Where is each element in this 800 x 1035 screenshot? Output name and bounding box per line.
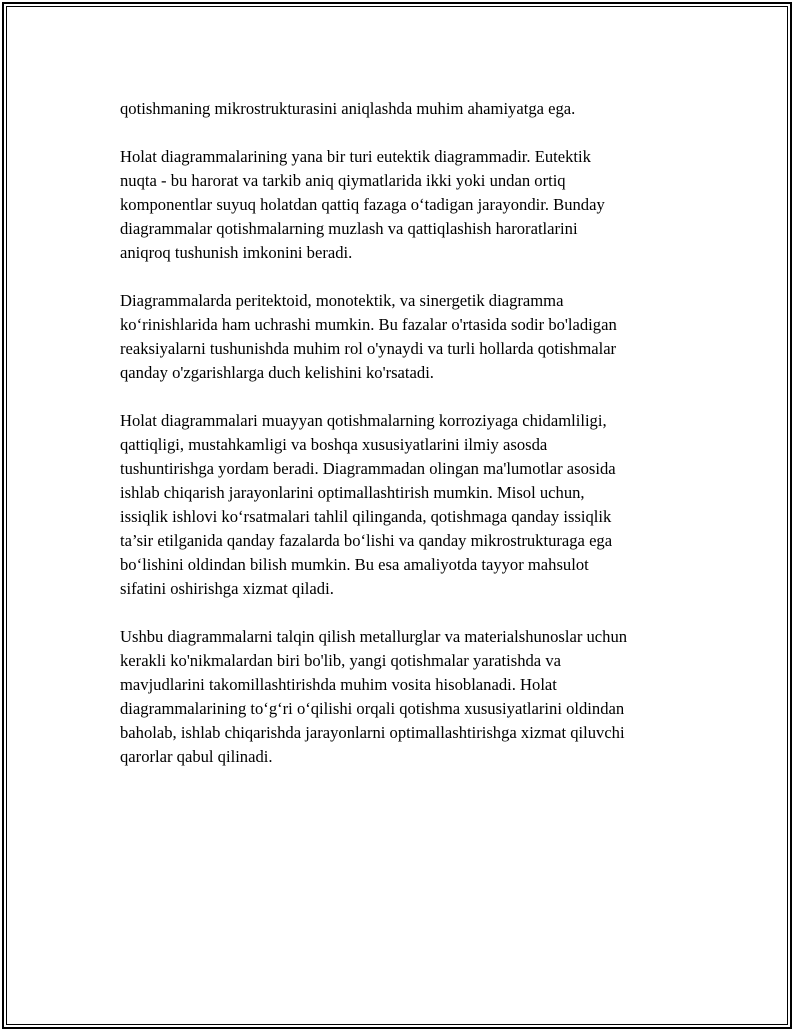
text-line: diagrammalar qotishmalarning muzlash va qattiqlashish haroratlarini bbox=[120, 219, 578, 238]
text-line: qotishmaning mikrostrukturasini aniqlashda muhim ahamiyatga ega. bbox=[120, 99, 576, 118]
text-line: aniqroq tushunish imkonini beradi. bbox=[120, 243, 353, 262]
paragraph-2 bbox=[120, 145, 690, 265]
text-line: diagrammalarining toʻgʻri oʻqilishi orqali qotishma xususiyatlarini oldindan bbox=[120, 699, 625, 718]
text-line: reaksiyalarni tushunishda muhim rol o'ynaydi va turli hollarda qotishmalar bbox=[120, 339, 617, 358]
paragraph-3 bbox=[120, 289, 690, 385]
text-line: ta’sir etilganida qanday fazalarda boʻlishi va qanday mikrostrukturaga ega bbox=[120, 531, 613, 550]
text-line: Ushbu diagrammalarni talqin qilish metallurglar va materialshunoslar uchun bbox=[120, 627, 628, 646]
text-line: Holat diagrammalarining yana bir turi eutektik diagrammadir. Eutektik bbox=[120, 147, 591, 166]
paragraph-1 bbox=[120, 97, 690, 121]
text-line: nuqta - bu harorat va tarkib aniq qiymatlarida ikki yoki undan ortiq bbox=[120, 171, 566, 190]
text-line: koʻrinishlarida ham uchrashi mumkin. Bu fazalar o'rtasida sodir bo'ladigan bbox=[120, 315, 617, 334]
text-line: boʻlishini oldindan bilish mumkin. Bu esa amaliyotda tayyor mahsulot bbox=[120, 555, 589, 574]
document-page bbox=[2, 2, 792, 1029]
text-line: sifatini oshirishga xizmat qiladi. bbox=[120, 579, 334, 598]
text-line: baholab, ishlab chiqarishda jarayonlarni optimallashtirishga xizmat qiluvchi bbox=[120, 723, 625, 742]
document-body bbox=[120, 97, 690, 793]
text-line: issiqlik ishlovi koʻrsatmalari tahlil qilinganda, qotishmaga qanday issiqlik bbox=[120, 507, 612, 526]
text-line: Holat diagrammalari muayyan qotishmalarning korroziyaga chidamliligi, bbox=[120, 411, 607, 430]
text-line: ishlab chiqarish jarayonlarini optimallashtirish mumkin. Misol uchun, bbox=[120, 483, 585, 502]
text-line: Diagrammalarda peritektoid, monotektik, va sinergetik diagramma bbox=[120, 291, 564, 310]
paragraph-5 bbox=[120, 625, 690, 769]
text-line: tushuntirishga yordam beradi. Diagrammadan olingan ma'lumotlar asosida bbox=[120, 459, 616, 478]
text-line: komponentlar suyuq holatdan qattiq fazaga oʻtadigan jarayondir. Bunday bbox=[120, 195, 605, 214]
text-line: qanday o'zgarishlarga duch kelishini ko'rsatadi. bbox=[120, 363, 434, 382]
paragraph-4 bbox=[120, 409, 690, 601]
text-line: qarorlar qabul qilinadi. bbox=[120, 747, 273, 766]
text-line: kerakli ko'nikmalardan biri bo'lib, yangi qotishmalar yaratishda va bbox=[120, 651, 561, 670]
text-line: mavjudlarini takomillashtirishda muhim vosita hisoblanadi. Holat bbox=[120, 675, 557, 694]
text-line: qattiqligi, mustahkamligi va boshqa xususiyatlarini ilmiy asosda bbox=[120, 435, 548, 454]
